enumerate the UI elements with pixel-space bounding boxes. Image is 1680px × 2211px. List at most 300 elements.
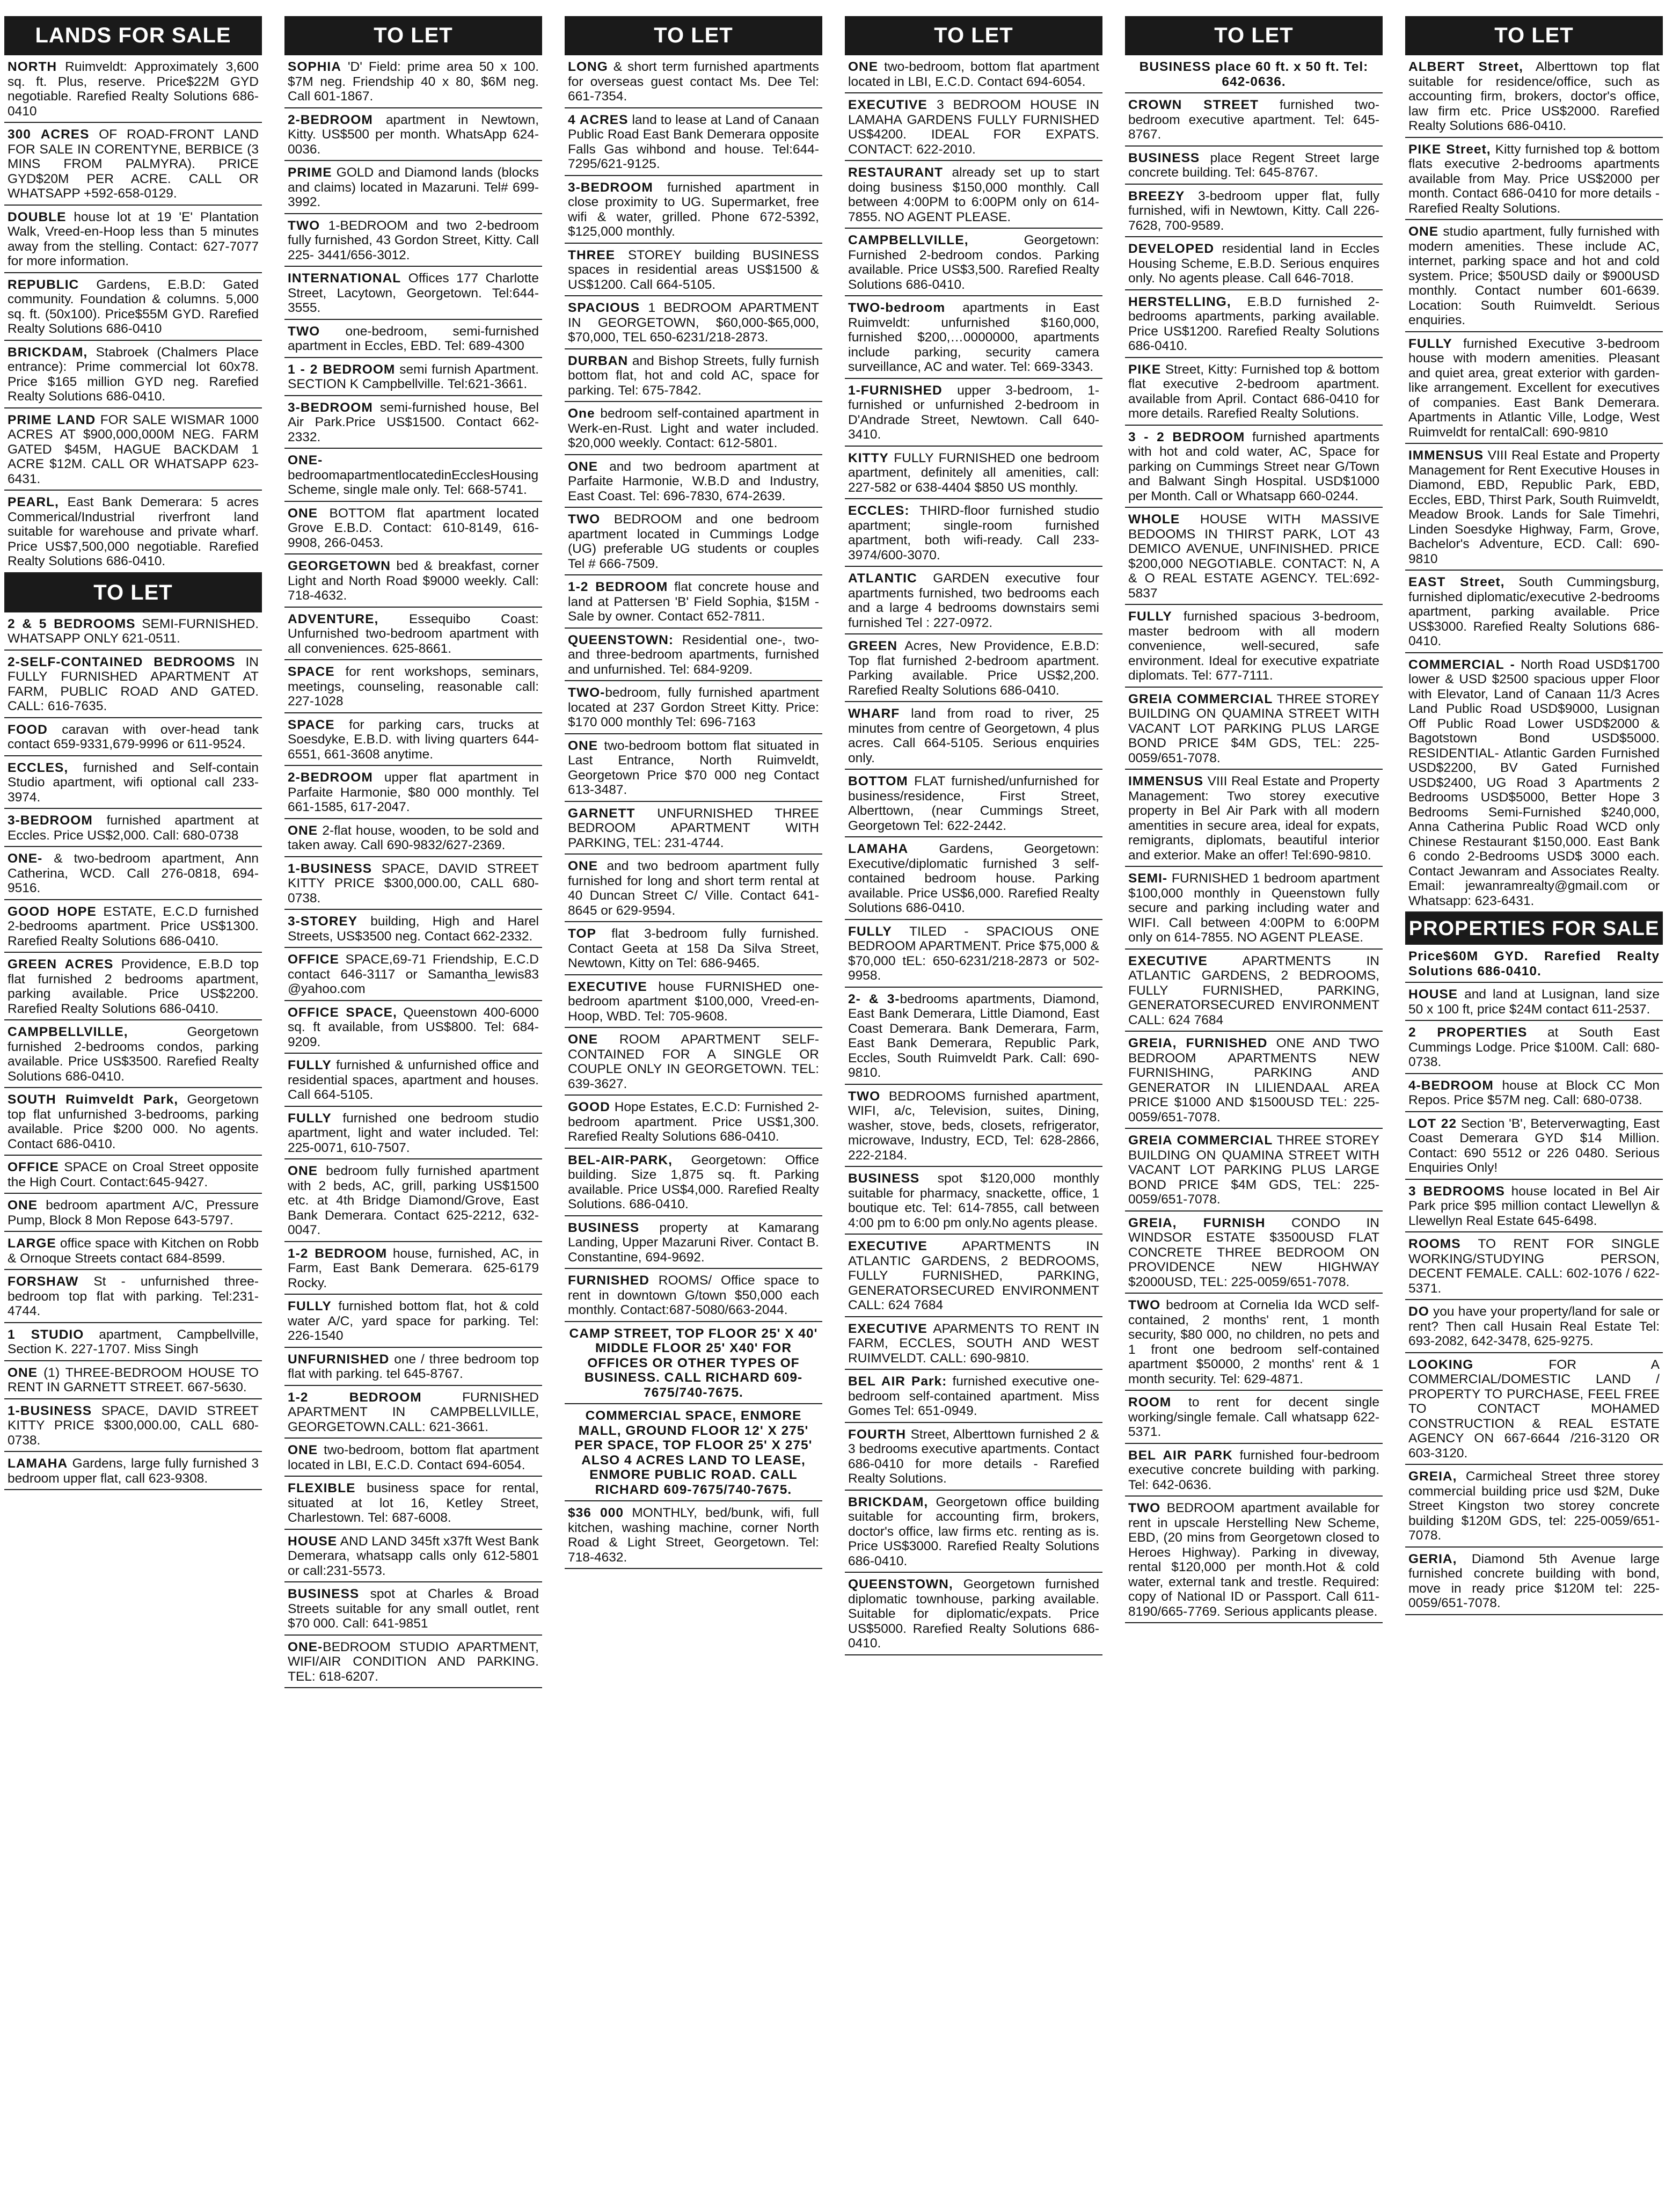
classified-ad xyxy=(1125,770,1383,867)
classified-ad xyxy=(565,55,822,108)
ad-keyword: GOOD HOPE xyxy=(8,904,97,919)
ad-keyword: HERSTELLING, xyxy=(1128,294,1231,309)
ad-text: 1-BEDROOM and two 2-bedroom fully furnished, 43 Gordon Street, Kitty. Call 225- 3441/656-3012. xyxy=(288,218,539,262)
classified-ad xyxy=(1125,1294,1383,1391)
ad-text: furnished one bedroom studio apartment, light and water included. Tel: 225-0071, 610-7507. xyxy=(288,1111,539,1155)
classified-ad xyxy=(1125,950,1383,1032)
ad-keyword: OFFICE xyxy=(8,1160,59,1174)
classified-ad xyxy=(845,1317,1102,1370)
ad-keyword: BUSINESS xyxy=(568,1220,640,1235)
ad-text: SPACE, DAVID STREET KITTY PRICE $300,000.00, CALL 680-0738. xyxy=(288,861,539,906)
ad-text: Gardens, Georgetown: Executive/diplomatic furnished 3 self-contained bedroom house. Parking available. Price US$6,000. Rarefied Realty Solutions 686-0410. xyxy=(848,842,1099,915)
ad-keyword: TWO xyxy=(288,218,320,233)
ad-keyword: TWO xyxy=(288,324,320,339)
ad-text: bedroom at Cornelia Ida WCD self-contained, 2 months' rent, 1 month security, $80 000, no children, no pets and 1 front one bedroom self-contained apartment $50000, 2 months' rent & 1 month security. Tel: 629-4871. xyxy=(1128,1298,1379,1387)
classified-ad xyxy=(284,1107,542,1160)
ad-text: Georgetown furnished 2-bedrooms condos, parking available. Price US$3500. Rarefied Realty Solutions 686-0410. xyxy=(8,1025,259,1084)
ad-keyword: FOOD xyxy=(8,722,48,737)
classified-ad xyxy=(565,1322,822,1405)
ad-text: two-bedroom bottom flat situated in Last Entrance, North Ruimveldt, Georgetown Price $70 000 neg Contact 613-3487. xyxy=(568,738,819,797)
ad-text: Georgetown furnished diplomatic townhouse, parking available. Suitable for diplomatic/expats. Price US$5000. Rarefied Realty Solutions 686-0410. xyxy=(848,1577,1099,1651)
ad-keyword: NORTH xyxy=(8,60,57,74)
ad-text: one / three bedroom top flat with parking. tel 645-8767. xyxy=(288,1352,539,1381)
ad-text: 3 BEDROOM HOUSE IN LAMAHA GARDENS FULLY FURNISHED US$4200. IDEAL FOR EXPATS. CONTACT: 622-2010. xyxy=(848,98,1099,157)
ad-text: BEDROOM STUDIO APARTMENT, WIFI/AIR CONDITION AND PARKING. TEL: 618-6207. xyxy=(288,1639,539,1684)
classified-ad xyxy=(1125,605,1383,688)
classified-ad xyxy=(1125,1032,1383,1129)
classified-ad xyxy=(4,809,262,847)
ad-keyword: EXECUTIVE xyxy=(1128,953,1208,968)
ad-keyword: ONE xyxy=(8,1365,38,1380)
ad-text: South Cummingsburg, furnished diplomatic/executive 2-bedrooms apartment, parking available. Price US$3000. Rarefied Realty Solutions 686-0410. xyxy=(1408,575,1660,648)
ad-keyword: EXECUTIVE xyxy=(848,98,927,112)
ad-keyword: ONE xyxy=(288,1164,318,1178)
ad-text: FURNISHED APARTMENT IN CAMPBELLVILLE, GEORGETOWN.CALL: 621-3661. xyxy=(288,1390,539,1434)
classified-ad xyxy=(4,1270,262,1323)
ad-keyword: BUSINESS place 60 ft. x 50 ft. Tel: 642-0636. xyxy=(1139,60,1369,89)
ad-text: Offices 177 Charlotte Street, Lacytown, Georgetown. Tel:644-3555. xyxy=(288,271,539,315)
ad-keyword: ONE xyxy=(568,859,598,873)
classified-ad xyxy=(284,660,542,713)
classified-ad xyxy=(565,176,822,244)
ad-text: & short term furnished apartments for overseas guest contact Ms. Dee Tel: 661-7354. xyxy=(568,60,819,104)
ad-keyword: 3-STOREY xyxy=(288,914,358,929)
classified-ad xyxy=(284,1582,542,1636)
classified-ad xyxy=(845,379,1102,447)
ad-text: house, furnished, AC, in Farm, East Bank Demerara. 625-6179 Rocky. xyxy=(288,1246,539,1290)
ad-keyword: ONE xyxy=(848,60,879,74)
classified-ad xyxy=(284,1386,542,1439)
ad-keyword: ONE xyxy=(288,1443,318,1457)
classified-ad xyxy=(284,449,542,502)
ad-keyword: PRIME xyxy=(288,165,332,180)
ad-text: you have your property/land for sale or rent? Then call Husain Real Estate Tel: 693-2082, 642-3478, 625-9275. xyxy=(1408,1304,1660,1348)
ad-text: Georgetown office building suitable for accounting firm, brokers, doctor's office, law firms etc. renting as is. Price US$3000. Rarefied Realty Solutions 686-0410. xyxy=(848,1494,1099,1568)
ad-text: and two bedroom apartment at Parfaite Harmonie, W.B.D and Industry, East Coast. Tel: 696-7830, 674-2639. xyxy=(568,459,819,504)
ad-keyword: ALBERT Street, xyxy=(1408,60,1523,74)
classified-ad xyxy=(4,1452,262,1490)
column-2 xyxy=(284,16,542,1688)
ad-keyword: QUEENSTOWN, xyxy=(848,1577,953,1592)
classified-ad xyxy=(845,447,1102,500)
ad-keyword: PRIME LAND xyxy=(8,412,96,427)
ad-text: office space with Kitchen on Robb & Ornoque Streets contact 684-8599. xyxy=(8,1236,259,1266)
ad-keyword: GARNETT xyxy=(568,806,636,821)
classified-ad xyxy=(1405,945,1663,983)
ad-text: Street, Alberttown furnished 2 & 3 bedrooms executive apartments. Contact 686-0410 for more details - Rarefied Realty Solutions. xyxy=(848,1427,1099,1486)
classified-ad xyxy=(284,267,542,320)
ad-text: house lot at 19 'E' Plantation Walk, Vreed-en-Hoop less than 5 minutes away from the stelling. Contact: 627-7077 for more information. xyxy=(8,209,259,268)
ad-text: building, High and Harel Streets, US$3500 neg. Contact 662-2332. xyxy=(288,914,539,944)
ad-text: CONDO IN WINDSOR ESTATE $3500USD FLAT CONCRETE THREE BEDROOM ON PROVIDENCE NEW HIGHWAY $2000USD, TEL: 225-0059/651-7078. xyxy=(1128,1215,1379,1289)
classified-ad xyxy=(284,161,542,214)
classified-ad xyxy=(1405,444,1663,571)
classified-ad xyxy=(565,681,822,734)
ad-keyword: 1-BUSINESS xyxy=(288,861,372,876)
ad-keyword: SEMI- xyxy=(1128,871,1168,886)
ad-keyword: CAMPBELLVILLE, xyxy=(848,233,969,247)
classified-ad xyxy=(4,1156,262,1194)
classified-ad xyxy=(284,1477,542,1530)
ad-keyword: ROOM xyxy=(1128,1395,1172,1410)
ad-keyword: LAMAHA xyxy=(848,842,909,856)
ad-keyword: BREEZY xyxy=(1128,188,1185,203)
ad-text: E.B.D furnished 2-bedrooms apartments, parking available. Price US$1200. Rarefied Realty Solutions 686-0410. xyxy=(1128,294,1379,353)
classified-ad xyxy=(284,1054,542,1107)
ad-text: caravan with over-head tank contact 659-9331,679-9996 or 611-9524. xyxy=(8,722,259,751)
ad-keyword: 1-2 BEDROOM xyxy=(288,1246,388,1261)
ad-text: bedroomapartmentlocatedinEcclesHousingScheme, single male only. Tel: 668-5741. xyxy=(288,468,539,497)
classified-ad xyxy=(284,214,542,267)
ad-text: BOTTOM flat apartment located Grove E.B.D. Contact: 610-8149, 616-9908, 266-0453. xyxy=(288,506,539,550)
classified-ad xyxy=(845,1085,1102,1167)
ad-text: APARTMENTS IN ATLANTIC GARDENS, 2 BEDROOMS, FULLY FURNISHED, PARKING, GENERATORSECURED ENVIRONMENT CALL: 624 7684 xyxy=(848,1239,1099,1312)
ad-keyword: FULLY xyxy=(1408,336,1452,351)
classified-ad xyxy=(845,988,1102,1085)
ad-keyword: INTERNATIONAL xyxy=(288,271,401,286)
ad-text: and Bishop Streets, fully furnish bottom flat, hot and cold AC, space for parking. Tel: 675-7842. xyxy=(568,353,819,398)
ad-text: one-bedroom, semi-furnished apartment in Eccles, EBD. Tel: 689-4300 xyxy=(288,324,539,353)
ad-text: Section 'B', Beterverwagting, East Coast Demerara GYD $14 Million. Contact: 690 5512 or 226 0480. Serious Enquiries Only! xyxy=(1408,1116,1660,1175)
ad-text: ONE AND TWO BEDROOM APARTMENTS NEW FURNISHING, PARKING AND GENERATOR IN LILIENDAAL AREA PRICE $1000 AND $1500USD TEL: 225-0059/651-7078. xyxy=(1128,1036,1379,1125)
classified-ad xyxy=(845,499,1102,567)
classified-ad xyxy=(845,1573,1102,1655)
ad-text: furnished bottom flat, hot & cold water A/C, yard space for parking. Tel: 226-1540 xyxy=(288,1299,539,1343)
ad-text: two-bedroom, bottom flat apartment located in LBI, E.C.D. Contact 694-6054. xyxy=(288,1443,539,1472)
ad-keyword: BRICKDAM, xyxy=(848,1494,929,1509)
ad-keyword: SOPHIA xyxy=(288,60,341,74)
ad-text: upper 3-bedroom, 1-furnished or unfurnished 2-bedroom in D'Andrade Street, Newtown. Call 640-3410. xyxy=(848,383,1099,442)
classified-ad xyxy=(845,567,1102,634)
classified-ad xyxy=(1125,508,1383,605)
classified-ad xyxy=(565,244,822,297)
classified-ad xyxy=(565,1269,822,1322)
classified-ad xyxy=(565,855,822,922)
ad-text: VIII Real Estate and Property Management: Two storey executive property in Bel Air Park with all modern amentities in secure area, ideal for expats, remigrants, diplomats, beautiful interior and exterior. Make an offer! Tel:690-9810. xyxy=(1128,774,1379,863)
classified-ad xyxy=(284,1001,542,1054)
ad-keyword: 1-FURNISHED xyxy=(848,383,943,398)
classified-ad xyxy=(4,408,262,491)
classified-ad xyxy=(845,702,1102,770)
ad-keyword: GEORGETOWN xyxy=(288,559,391,573)
ad-keyword: UNFURNISHED xyxy=(288,1352,390,1367)
classified-ad xyxy=(284,857,542,910)
ad-text: Stabroek (Chalmers Place entrance): Prime commercial lot 60x78. Price $165 million GYD neg. Rarefied Realty Solutions 686-0410. xyxy=(8,345,259,404)
ad-text: Georgetown top flat unfurnished 3-bedrooms, parking available. Price $200 000. No agents. Contact 686-0410. xyxy=(8,1092,259,1151)
classified-ad xyxy=(565,922,822,975)
classified-ad xyxy=(284,396,542,449)
ad-text: business space for rental, situated at lot 16, Ketley Street, Charlestown. Tel: 687-6008. xyxy=(288,1481,539,1525)
ad-keyword: EXECUTIVE xyxy=(848,1239,927,1253)
ad-keyword: ECCLES, xyxy=(8,760,69,775)
ad-text: Providence, E.B.D top flat furnished 2 bedrooms apartment, parking available. Price US$2200. Rarefied Realty Solutions 686-0410. xyxy=(8,957,259,1016)
classified-ad xyxy=(1405,1353,1663,1465)
ad-keyword: ONE- xyxy=(8,851,43,866)
ad-keyword: BUSINESS xyxy=(848,1171,920,1186)
ad-text: land from road to river, 25 minutes from centre of Georgetown, 4 plus acres. Call 664-5105. Serious enquiries only. xyxy=(848,706,1099,765)
ad-text: Acres, New Providence, E.B.D: Top flat furnished 2-bedroom apartment. Parking available. Price US$2,200. Rarefied Realty Solutions 686-0410. xyxy=(848,639,1099,698)
ad-text: TILED - SPACIOUS ONE BEDROOM APARTMENT. Price $75,000 & $70,000 tEL: 650-6231/218-2873 or 502-9958. xyxy=(848,924,1099,983)
ad-keyword: FULLY xyxy=(848,924,892,939)
ad-keyword: SOUTH Ruimveldt Park, xyxy=(8,1092,179,1107)
ad-keyword: EXECUTIVE xyxy=(848,1321,927,1336)
section-header: TO LET xyxy=(284,16,542,55)
classified-ad xyxy=(284,608,542,661)
ad-keyword: TWO xyxy=(568,512,601,527)
ad-keyword: ONE xyxy=(568,1032,598,1047)
ad-text: Ruimveldt: Approximately 3,600 sq. ft. Plus, reserve. Price$22M GYD negotiable. Rarefied Realty Solutions 686-0410 xyxy=(8,60,259,119)
ad-text: furnished & unfurnished office and residential spaces, apartment and houses. Call 664-5105. xyxy=(288,1058,539,1102)
ad-keyword: ATLANTIC xyxy=(848,571,917,586)
ad-keyword: BRICKDAM, xyxy=(8,345,88,360)
classified-ad xyxy=(565,108,822,176)
ad-text: SPACE, DAVID STREET KITTY PRICE $300,000.00, CALL 680-0738. xyxy=(8,1403,259,1448)
classified-ad xyxy=(845,93,1102,161)
ad-text: furnished apartment in close proximity to UG. Supermarket, free wifi & water, grilled. Phone 672-5392, $125,000 monthly. xyxy=(568,180,819,239)
classified-ad xyxy=(284,1242,542,1295)
ad-keyword: 4 ACRES xyxy=(568,112,629,127)
classified-ad xyxy=(565,349,822,403)
classified-ad xyxy=(845,1167,1102,1235)
classified-ad xyxy=(4,341,262,408)
classified-ad xyxy=(1405,571,1663,653)
ad-keyword: 3-BEDROOM xyxy=(568,180,653,195)
ad-text: Residential one-, two- and three-bedroom apartments, furnished and unfurnished. Tel: 684-9209. xyxy=(568,632,819,677)
ad-text: Kitty furnished top & bottom flats executive 2-bedrooms apartments available from May. Price US$2000 per month. Contact 686-0410 for more details - Rarefied Realty Solutions. xyxy=(1408,142,1660,216)
ad-text: MONTHLY, bed/bunk, wifi, full kitchen, washing machine, corner North Road & Light Street, Georgetown. Tel: 718-4632. xyxy=(568,1506,819,1565)
ad-keyword: 300 ACRES xyxy=(8,127,90,142)
ad-text: THIRD-floor furnished studio apartment; single-room furnished apartment, both wifi-ready. Call 233-3974/600-3070. xyxy=(848,504,1099,563)
ad-text: TO RENT FOR SINGLE WORKING/STUDYING PERSON, DECENT FEMALE. CALL: 602-1076 / 622-5371. xyxy=(1408,1237,1660,1296)
classified-ad xyxy=(565,1149,822,1216)
ad-keyword: TWO-bedroom xyxy=(848,301,946,315)
ad-keyword: EXECUTIVE xyxy=(568,979,647,994)
ad-text: 3-bedroom upper flat, fully furnished, wifi in Newtown, Kitty. Call 226-7628, 700-9589. xyxy=(1128,188,1379,233)
classified-ad xyxy=(4,1399,262,1453)
ad-keyword: BEL AIR PARK xyxy=(1128,1448,1233,1463)
ad-text: APARMENTS TO RENT IN FARM, ECCLES, SOUTH AND WEST RUIMVELDT. CALL: 690-9810. xyxy=(848,1321,1099,1366)
ad-keyword: GREEN xyxy=(848,639,898,653)
classified-ad xyxy=(565,975,822,1028)
classified-ad xyxy=(845,1491,1102,1573)
ad-text: upper flat apartment in Parfaite Harmonie, $80 000 monthly. Tel 661-1585, 617-2047. xyxy=(288,770,539,814)
classified-ad xyxy=(565,455,822,508)
ad-keyword: LONG xyxy=(568,60,608,74)
ad-keyword: ADVENTURE, xyxy=(288,611,379,626)
ad-keyword: KITTY xyxy=(848,450,889,465)
ad-keyword: IMMENSUS xyxy=(1128,774,1204,789)
classified-ad xyxy=(845,161,1102,229)
ad-keyword: 2 PROPERTIES xyxy=(1408,1025,1528,1040)
classified-ad xyxy=(1405,1180,1663,1233)
ad-keyword: COMMERCIAL - xyxy=(1408,657,1515,672)
ad-keyword: $36 000 xyxy=(568,1506,624,1520)
ad-keyword: GREIA, FURNISHED xyxy=(1128,1036,1268,1050)
classified-ad xyxy=(284,910,542,948)
classified-ad xyxy=(845,229,1102,296)
ad-text: ROOMS/ Office space to rent in downtown G/town $50,000 each monthly. Contact:687-5080/663-2044. xyxy=(568,1273,819,1317)
classified-ad xyxy=(565,508,822,575)
ad-text: furnished Executive 3-bedroom house with modern amenities. Pleasant and quiet area, great exterior with garden- like arrangement. Excellent for executives of companies. East Bank Demerara. Apartments in Atlantic Ville, Lodge, West Ruimveldt for rentalCall: 690-9810 xyxy=(1408,336,1660,440)
ad-keyword: LAMAHA xyxy=(8,1456,68,1471)
classified-ad xyxy=(284,1159,542,1242)
classified-ad xyxy=(1405,1112,1663,1180)
classified-ad xyxy=(284,1530,542,1583)
classified-ad xyxy=(1405,653,1663,913)
ad-keyword: FULLY xyxy=(288,1058,332,1072)
ad-text: furnished and Self-contain Studio apartment, wifi optional call 233-3974. xyxy=(8,760,259,805)
ad-text: to rent for decent single working/single female. Call whatsapp 622-5371. xyxy=(1128,1395,1379,1439)
ad-text: FOR A COMMERCIAL/DOMESTIC LAND / PROPERTY TO PURCHASE, FEEL FREE TO CONTACT MOHAMED CONSTRUCTION & REAL ESTATE AGENCY ON 667-6644 /216-3120 OR 603-3120. xyxy=(1408,1357,1660,1461)
ad-text: Alberttown top flat suitable for residence/office, such as accounting firm, brokers, doctor's office, law firm etc. Price US$2000. Rarefied Realty Solutions 686-0410. xyxy=(1408,60,1660,133)
ad-keyword: TWO xyxy=(848,1089,881,1104)
ad-text: residential land in Eccles Housing Scheme, E.B.D. Serious enquires only. No agents please. Call 646-7018. xyxy=(1128,242,1379,286)
classified-ad xyxy=(1125,237,1383,290)
ad-text: spot at Charles & Broad Streets suitable for any small outlet, rent $70 000. Call: 641-9851 xyxy=(288,1587,539,1631)
classified-ad xyxy=(1125,185,1383,238)
ad-text: semi furnish Apartment. SECTION K Campbellville. Tel:621-3661. xyxy=(288,362,539,391)
ad-keyword: ONE xyxy=(288,506,318,521)
section-header: TO LET xyxy=(565,16,822,55)
classified-ad xyxy=(845,1370,1102,1423)
ad-keyword: BEL AIR Park: xyxy=(848,1374,947,1389)
ad-text: (1) THREE-BEDROOM HOUSE TO RENT IN GARNETT STREET. 667-5630. xyxy=(8,1365,259,1395)
classified-ad xyxy=(1125,147,1383,185)
ad-keyword: TWO- xyxy=(568,685,605,700)
column-4 xyxy=(845,16,1102,1655)
ad-text: place Regent Street large concrete building. Tel: 645-8767. xyxy=(1128,150,1379,180)
ad-text: BEDROOM apartment available for rent in upscale Herstelling New Scheme, EBD, (20 mins from Georgetown closed to Heroes Highway). Parking in diveway, rental $120,000 per month.Hot & cold water, external tank and trestle. Required: copy of National ID or Passport. Call 611-8190/665-7769. Serious applicants please. xyxy=(1128,1501,1379,1619)
ad-keyword: TWO xyxy=(1128,1501,1161,1515)
ad-keyword: One xyxy=(568,406,595,421)
ad-keyword: 2 & 5 BEDROOMS xyxy=(8,616,136,631)
column-5 xyxy=(1125,16,1383,1623)
ad-text: apartments in East Ruimveldt: unfurnished $160,000, furnished $200,…0000000, apartments include parking, security camera surveillance, AC and water. Tel: 669-3343. xyxy=(848,301,1099,374)
classified-ad xyxy=(284,358,542,396)
ad-keyword: QUEENSTOWN: xyxy=(568,632,674,647)
ad-text: Gardens, large fully furnished 3 bedroom upper flat, call 623-9308. xyxy=(8,1456,259,1486)
classified-ad xyxy=(1405,1300,1663,1353)
classified-ad xyxy=(284,1295,542,1348)
classified-ad xyxy=(845,1235,1102,1317)
ad-text: studio apartment, fully furnished with modern amenities. These include AC, internet, parking space and hot and cold system. Price; $50USD daily or $900USD monthly. Contact number 601-6639. Location: South Ruimveldt. Serious enquiries. xyxy=(1408,224,1660,327)
ad-keyword: 1-2 BEDROOM xyxy=(288,1390,422,1405)
ad-keyword: ONE xyxy=(288,823,318,838)
ad-keyword: THREE xyxy=(568,247,616,262)
classified-ad xyxy=(284,108,542,162)
ad-text: bedroom apartment A/C, Pressure Pump, Block 8 Mon Repose 643-5797. xyxy=(8,1198,259,1228)
ad-keyword: BEL-AIR-PARK, xyxy=(568,1152,673,1167)
classified-ad xyxy=(565,1404,822,1501)
ad-text: FLAT furnished/unfurnished for business/residence, First Street, Alberttown, (near Cummings Street, Georgetown Tel: 622-2442. xyxy=(848,774,1099,833)
ad-keyword: BUSINESS xyxy=(1128,150,1200,165)
classified-ad xyxy=(565,802,822,855)
classified-ad xyxy=(284,320,542,358)
classified-ad xyxy=(845,1423,1102,1491)
ad-keyword: 1-BUSINESS xyxy=(8,1403,92,1418)
ad-text: 1 BEDROOM APARTMENT IN GEORGETOWN, $60,000-$65,000, $70,000, TEL 650-6231/218-2873. xyxy=(568,301,819,345)
classified-ad xyxy=(284,948,542,1001)
ad-text: semi-furnished house, Bel Air Park.Price US$1500. Contact 662-2332. xyxy=(288,400,539,444)
classified-ad xyxy=(4,123,262,206)
classified-ad xyxy=(1405,1232,1663,1300)
classified-ad xyxy=(845,55,1102,93)
ad-keyword: ROOMS xyxy=(1408,1237,1461,1251)
ad-keyword: EAST Street, xyxy=(1408,575,1505,589)
section-header: PROPERTIES FOR SALE xyxy=(1405,913,1663,945)
classified-ad xyxy=(565,575,822,629)
ad-keyword: FLEXIBLE xyxy=(288,1481,356,1495)
ad-text: spot $120,000 monthly suitable for pharmacy, snackette, office, 1 boutique etc. Tel: 614-7855, call between 4:00 pm to 6:00 pm only.No agents please. xyxy=(848,1171,1099,1230)
section-header: TO LET xyxy=(4,573,262,612)
ad-keyword: DURBAN xyxy=(568,353,629,368)
ad-text: STOREY building BUSINESS spaces in residential areas US$1500 & US$1200. Call 664-5105. xyxy=(568,247,819,292)
ad-text: furnished four-bedroom executive concrete building with parking. Tel: 642-0636. xyxy=(1128,1448,1379,1492)
classified-ad xyxy=(1125,1129,1383,1212)
ad-text: AND LAND 345ft x37ft West Bank Demerara, whatsapp calls only 612-5801 or call:231-5573. xyxy=(288,1534,539,1578)
ad-keyword: IMMENSUS xyxy=(1408,448,1484,463)
ad-text: THREE STOREY BUILDING ON QUAMINA STREET WITH VACANT LOT PARKING PLUS LARGE BOND PRICE $4M GDS, TEL: 225-0059/651-7078. xyxy=(1128,1133,1379,1207)
ad-text: bedroom, fully furnished apartment located at 237 Gordon Street Kitty. Price: $170 000 monthly Tel: 696-7163 xyxy=(568,685,819,729)
ad-text: 'D' Field: prime area 50 x 100. $7M neg. Friendship 40 x 80, $6M neg. Call 601-1867. xyxy=(288,60,539,104)
classified-ad xyxy=(284,766,542,819)
section-header: TO LET xyxy=(1125,16,1383,55)
classified-ad xyxy=(4,1361,262,1399)
ad-keyword: LOT 22 xyxy=(1408,1116,1457,1131)
classified-ad xyxy=(284,502,542,555)
ad-keyword: WHARF xyxy=(848,706,900,721)
classified-ad xyxy=(284,1439,542,1477)
ad-keyword: SPACIOUS xyxy=(568,301,640,315)
classified-ad xyxy=(845,920,1102,988)
ad-text: North Road USD$1700 lower & USD $2500 spacious upper Floor with Elevator, Land of Canaan 11/3 Acres Land Public Road USD$9000, Lusignan Off Public Road Lower USD$2000 & Bagotstown Bond USD$5000. RESIDENTIAL- Atlantic Garden Furnished USD$2200, BV Gated Furnished USD$2400, UG Road 3 Apartments 2 Bedrooms USD$5000, Better Hope 3 Bedrooms Semi-Furnished $240,000, Anna Catherina Public Road WCD only Chinese Restaurant $150,000. East Bank 6 condo 2-Bedrooms USD$ 3000 each. Contact Jewanram and Associates Realty. Email: jewanramrealty@gmail.com or Whatsapp: 623-6431. xyxy=(1408,657,1660,908)
classified-ad xyxy=(565,1501,822,1569)
section-header: TO LET xyxy=(845,16,1102,55)
ad-keyword: GOOD xyxy=(568,1100,610,1114)
ad-text: house FURNISHED one-bedroom apartment $100,000, Vreed-en-Hoop, WBD. Tel: 705-9608. xyxy=(568,979,819,1024)
classified-ad xyxy=(845,296,1102,379)
classified-ad xyxy=(4,491,262,573)
ad-keyword: ONE xyxy=(568,459,598,474)
ad-keyword: DOUBLE xyxy=(8,209,67,224)
ad-keyword: ECCLES: xyxy=(848,504,910,518)
classified-ad xyxy=(565,1216,822,1269)
ad-keyword: 2-SELF-CONTAINED BEDROOMS xyxy=(8,654,236,669)
ad-text: Hope Estates, E.C.D: Furnished 2-bedroom apartment. Price US$1,300. Rarefied Realty Solutions 686-0410. xyxy=(568,1100,819,1144)
ad-text: apartment in Newtown, Kitty. US$500 per month. WhatsApp 624-0036. xyxy=(288,112,539,157)
ad-text: Georgetown: Furnished 2-bedroom condos. Parking available. Price US$3,500. Rarefied Realty Solutions 686-0410. xyxy=(848,233,1099,292)
ad-text: bed & breakfast, corner Light and North Road $9000 weekly. Call: 718-4632. xyxy=(288,559,539,603)
classified-ad xyxy=(1125,1391,1383,1444)
ad-text: SPACE,69-71 Friendship, E.C.D contact 646-3117 or Samantha_lewis83 @yahoo.com xyxy=(288,952,539,996)
ad-keyword: 3-BEDROOM xyxy=(288,400,373,415)
ad-text: flat 3-bedroom fully furnished. Contact Geeta at 158 Da Silva Street, Newtown, Kitty on Tel: 686-9465. xyxy=(568,926,819,970)
ad-text: FURNISHED 1 bedroom apartment $100,000 monthly in Queenstown fully secure and parking including water and WIFI. Call between 4:00PM to 6:00PM only on 614-7855. NO AGENT PLEASE. xyxy=(1128,871,1379,945)
ad-keyword: GREIA COMMERCIAL xyxy=(1128,1133,1273,1148)
ad-keyword: TWO xyxy=(1128,1298,1161,1312)
ad-keyword: 3 - 2 BEDROOM xyxy=(1128,429,1245,444)
ad-text: apartment, Campbellville, Section K. 227-1707. Miss Singh xyxy=(8,1327,259,1356)
ad-text: house located in Bel Air Park price $95 million contact Llewellyn & Llewellyn Real Estate 645-6498. xyxy=(1408,1184,1660,1228)
ad-keyword: DEVELOPED xyxy=(1128,242,1215,256)
ad-text: UNFURNISHED THREE BEDROOM APARTMENT WITH PARKING, TEL: 231-4744. xyxy=(568,806,819,850)
classified-ad xyxy=(4,1232,262,1270)
ad-text: furnished apartments with hot and cold water, AC, Space for parking on Cummings Street near G/Town and Balwant Singh Hospital. USD$1000 per Month. Call or Whatsapp 660-0244. xyxy=(1128,429,1379,504)
ad-keyword: LOOKING xyxy=(1408,1357,1474,1372)
ad-text: GOLD and Diamond lands (blocks and claims) located in Mazaruni. Tel# 699-3992. xyxy=(288,165,539,209)
classified-ad xyxy=(565,734,822,802)
classified-ad xyxy=(1125,55,1383,93)
